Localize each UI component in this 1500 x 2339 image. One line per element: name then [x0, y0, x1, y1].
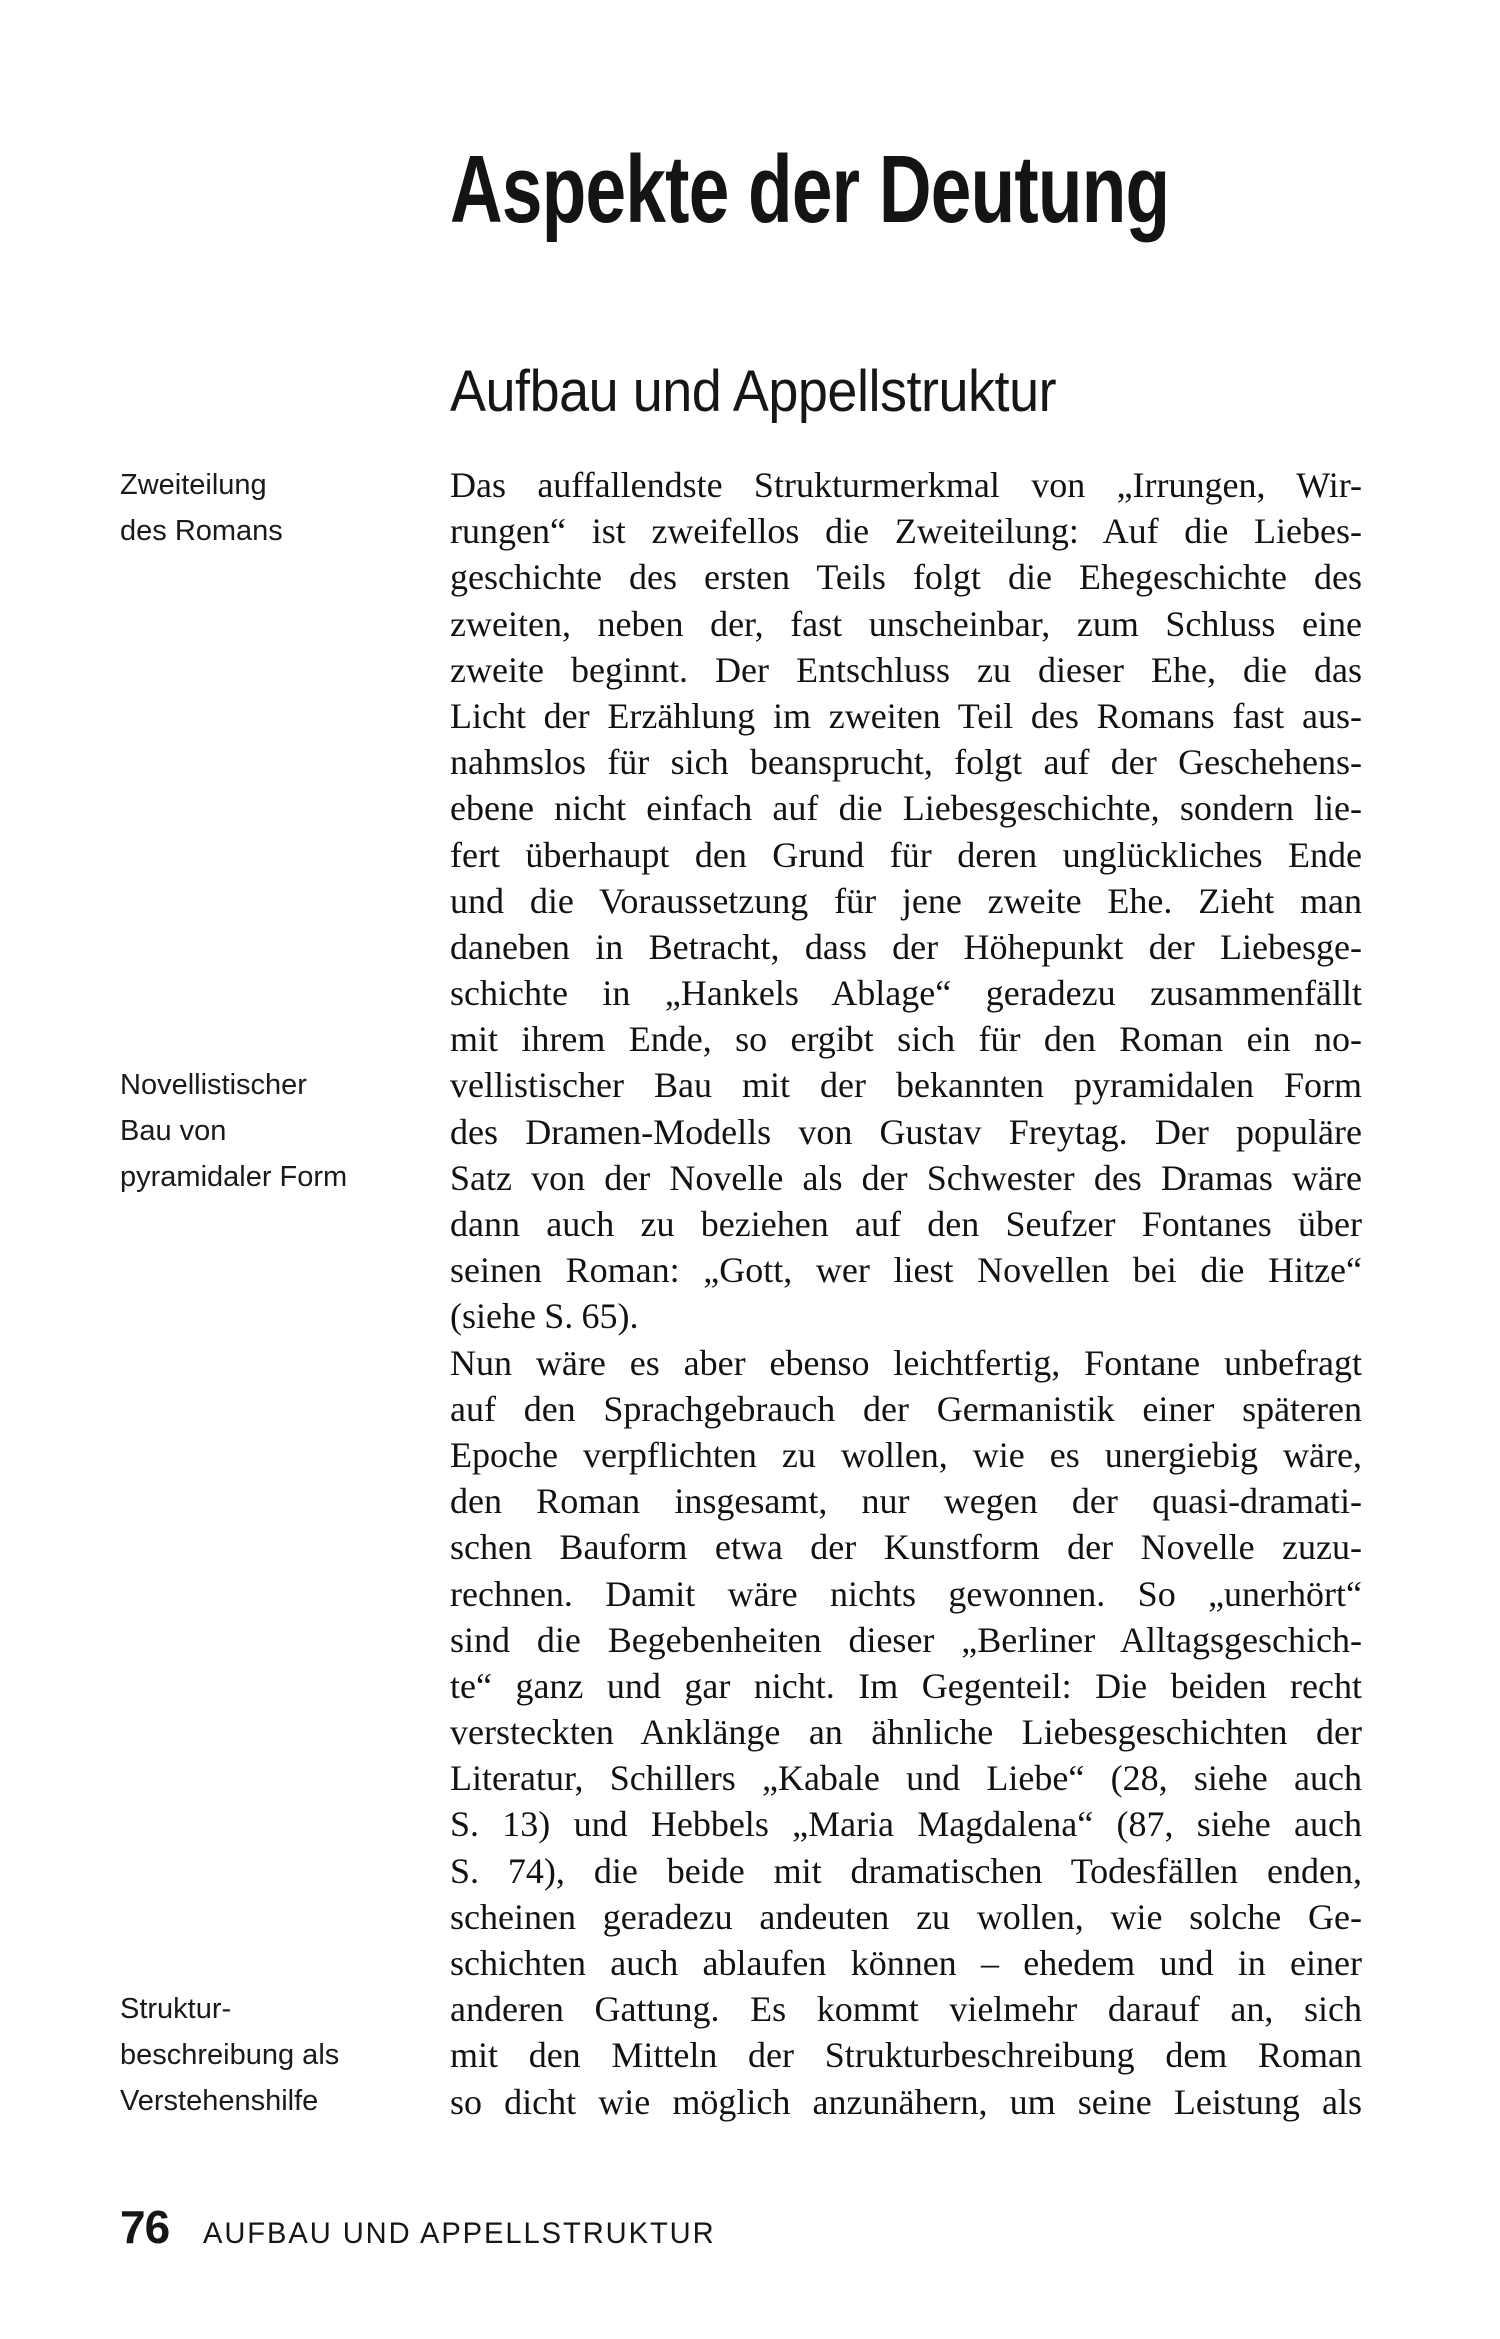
margin-note-line: pyramidaler Form: [120, 1161, 348, 1194]
body-line: zweite beginnt. Der Entschluss zu dieser Ehe, die das: [450, 649, 1362, 690]
body-line: schichte in „Hankels Ablage“ geradezu zusammenfällt: [450, 973, 1362, 1014]
body-line: Licht der Erzählung im zweiten Teil des Romans fast aus-: [450, 695, 1362, 736]
body-line: vellistischer Bau mit der bekannten pyramidalen Form: [450, 1065, 1362, 1106]
margin-note-line: des Romans: [120, 515, 283, 548]
body-line: des Dramen-Modells von Gustav Freytag. Der populäre: [450, 1111, 1362, 1152]
body-line: ebene nicht einfach auf die Liebesgeschichte, sondern lie-: [450, 788, 1362, 829]
body-line: Das auffallendste Strukturmerkmal von „Irrungen, Wir-: [450, 465, 1362, 505]
body-line: Nun wäre es aber ebenso leichtfertig, Fontane unbefragt: [450, 1342, 1362, 1383]
body-line: fert überhaupt den Grund für deren unglückliches Ende: [450, 834, 1362, 875]
body-line: Literatur, Schillers „Kabale und Liebe“ (28, siehe auch: [450, 1758, 1362, 1799]
body-line: geschichte des ersten Teils folgt die Ehegeschichte des: [450, 557, 1362, 598]
body-line: (siehe S. 65).: [450, 1296, 639, 1337]
body-line: scheinen geradezu andeuten zu wollen, wie solche Ge-: [450, 1896, 1362, 1937]
margin-note-line: beschreibung als: [120, 2039, 340, 2072]
body-line: und die Voraussetzung für jene zweite Ehe. Zieht man: [450, 880, 1362, 921]
body-line: auf den Sprachgebrauch der Germanistik einer späteren: [450, 1388, 1362, 1429]
body-line: seinen Roman: „Gott, wer liest Novellen bei die Hitze“: [450, 1250, 1362, 1291]
body-text-column: [450, 462, 1362, 2125]
chapter-title: Aspekte der Deutung: [450, 136, 1170, 243]
margin-note-zweiteilung-des-romans: [120, 462, 435, 554]
body-line: daneben in Betracht, dass der Höhepunkt der Liebesge-: [450, 926, 1362, 967]
body-line: versteckten Anklänge an ähnliche Liebesgeschichten der: [450, 1712, 1362, 1753]
body-line: dann auch zu beziehen auf den Seufzer Fontanes über: [450, 1204, 1362, 1244]
margin-note-strukturbeschreibung: [120, 1986, 435, 2125]
margin-note-line: Bau von: [120, 1115, 227, 1148]
body-line: schichten auch ablaufen können – ehedem und in einer: [450, 1943, 1362, 1983]
body-line: S. 13) und Hebbels „Maria Magdalena“ (87, siehe auch: [450, 1804, 1362, 1845]
body-line: rechnen. Damit wäre nichts gewonnen. So „unerhört“: [450, 1573, 1362, 1614]
margin-note-line: Verstehenshilfe: [120, 2085, 319, 2118]
body-line: Epoche verpflichten zu wollen, wie es unergiebig wäre,: [450, 1434, 1362, 1475]
margin-note-line: Novellistischer: [120, 1069, 307, 1101]
body-line: so dicht wie möglich anzunähern, um seine Leistung als: [450, 2081, 1362, 2122]
margin-note-novellistischer-bau: [120, 1062, 435, 1201]
body-line: sind die Begebenheiten dieser „Berliner Alltagsgeschich-: [450, 1619, 1362, 1660]
body-line: mit ihrem Ende, so ergibt sich für den Roman ein no-: [450, 1019, 1362, 1060]
page-footer: [120, 2200, 732, 2254]
running-head: AUFBAU UND APPELLSTRUKTUR: [203, 2217, 716, 2250]
body-line: rungen“ ist zweifellos die Zweiteilung: Auf die Liebes-: [450, 511, 1362, 552]
section-heading: Aufbau und Appellstruktur: [450, 359, 1057, 424]
body-line: den Roman insgesamt, nur wegen der quasi-dramati-: [450, 1481, 1362, 1522]
body-line: nahmslos für sich beansprucht, folgt auf der Geschehens-: [450, 742, 1362, 783]
body-line: Satz von der Novelle als der Schwester des Dramas wäre: [450, 1157, 1362, 1198]
margin-note-line: Struktur-: [120, 1993, 232, 2025]
body-line: te“ ganz und gar nicht. Im Gegenteil: Die beiden recht: [450, 1665, 1362, 1706]
page-number: 76: [120, 2201, 170, 2253]
body-line: S. 74), die beide mit dramatischen Todesfällen enden,: [450, 1850, 1362, 1891]
body-line: anderen Gattung. Es kommt vielmehr darauf an, sich: [450, 1989, 1362, 2030]
body-line: mit den Mitteln der Strukturbeschreibung dem Roman: [450, 2035, 1362, 2076]
margin-note-line: Zweiteilung: [120, 469, 267, 501]
body-line: zweiten, neben der, fast unscheinbar, zum Schluss eine: [450, 603, 1362, 644]
body-line: schen Bauform etwa der Kunstform der Novelle zuzu-: [450, 1527, 1362, 1568]
